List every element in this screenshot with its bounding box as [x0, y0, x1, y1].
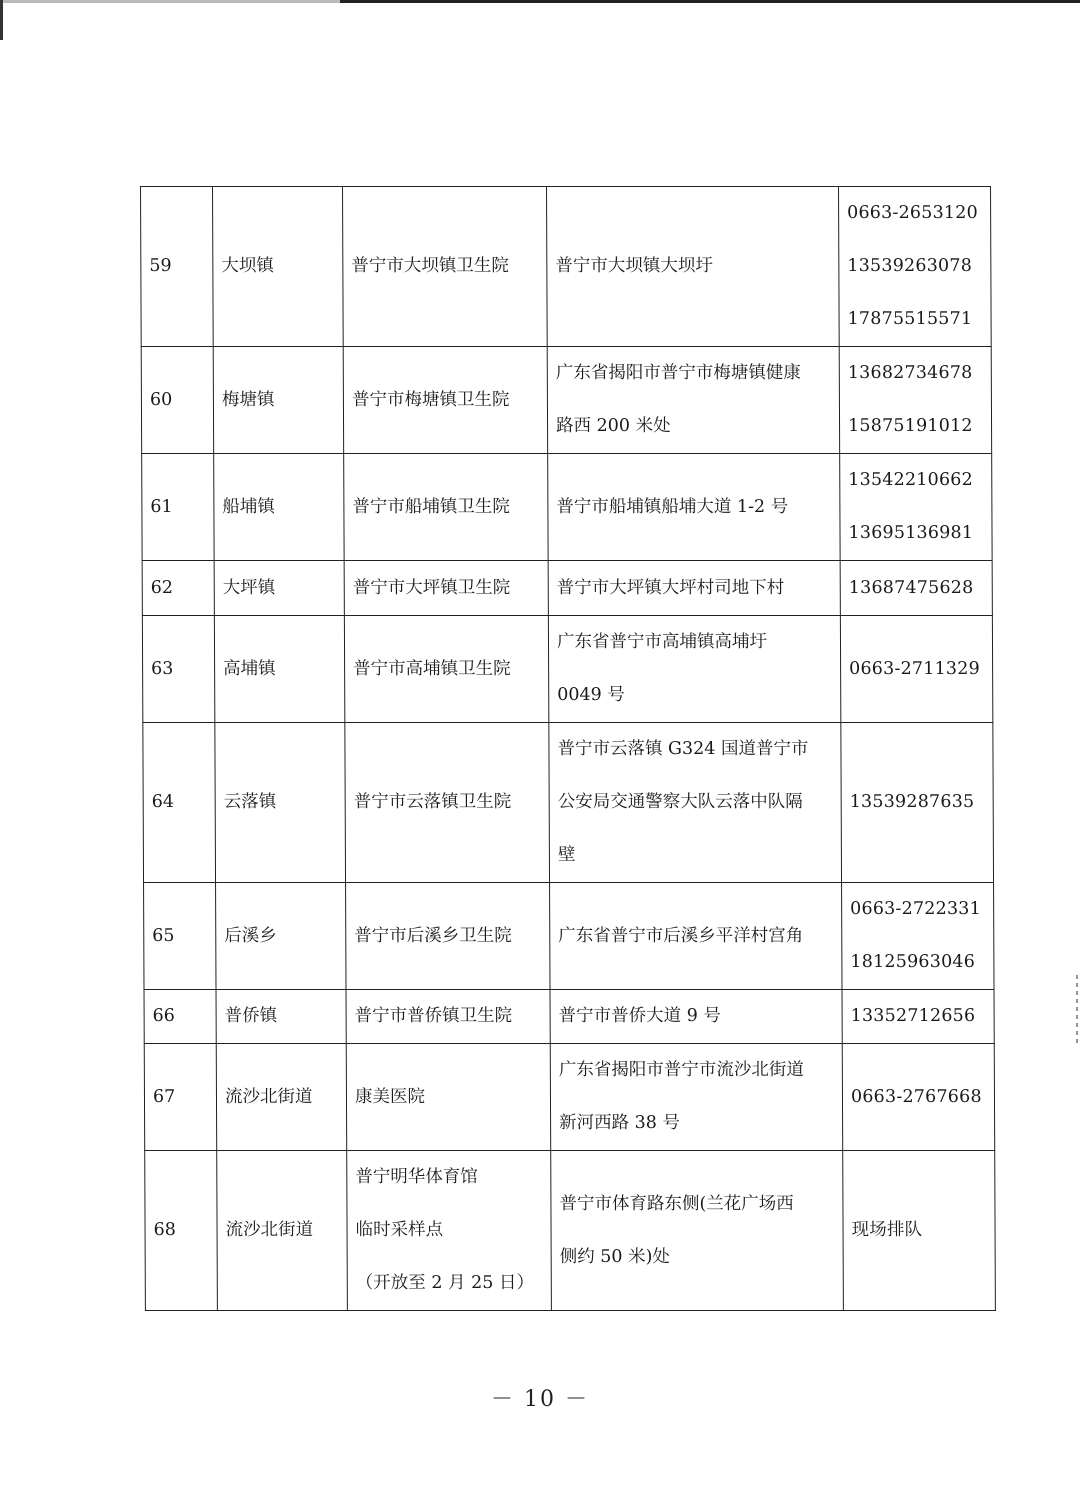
- table-row: [142, 561, 992, 616]
- site-line: 康美医院: [354, 1086, 426, 1107]
- phone-cell: [840, 616, 992, 723]
- address-line: 0049 号: [557, 685, 625, 705]
- phone-cell: [840, 454, 992, 561]
- address-cell: [550, 990, 842, 1044]
- address-cell: [551, 1151, 844, 1311]
- site-cell: [343, 187, 548, 347]
- table-row: [143, 723, 994, 883]
- testing-sites-table: [140, 186, 996, 1311]
- walk-in-queue-note: 现场排队: [851, 1220, 923, 1240]
- scan-edge-right: [1076, 975, 1078, 1045]
- site-line: 普宁市普侨镇卫生院: [354, 1006, 513, 1026]
- site-cell: [344, 454, 548, 561]
- phone-number: 0663-2711329: [849, 658, 980, 679]
- row-number: 61: [142, 454, 214, 561]
- row-number: 63: [142, 616, 214, 723]
- address-cell: [548, 561, 840, 616]
- address-line: 公安局交通警察大队云落中队隔: [557, 792, 803, 812]
- phone-number: 18125963046: [850, 952, 976, 972]
- phone-cell: [843, 1151, 996, 1311]
- phone-cell: [840, 561, 992, 616]
- address-line: 侧约 50 米)处: [559, 1246, 670, 1267]
- phone-number: 0663-2722331: [850, 899, 981, 919]
- address-line: 广东省普宁市高埔镇高埔圩: [556, 632, 768, 652]
- row-number: 66: [144, 990, 216, 1044]
- address-line: 普宁市大坝镇大坝圩: [555, 256, 713, 276]
- phone-cell: [839, 187, 992, 347]
- phone-cell: [842, 883, 994, 990]
- address-cell: [550, 1044, 842, 1151]
- phone-cell: [842, 990, 994, 1044]
- address-line: 普宁市体育路东侧(兰花广场西: [559, 1193, 794, 1214]
- scan-edge-top: [0, 0, 1080, 3]
- site-open-until-note: （开放至 2 月 25 日）: [355, 1273, 534, 1293]
- phone-cell: [839, 347, 991, 454]
- phone-number: 13542210662: [848, 470, 974, 490]
- address-cell: [548, 454, 840, 561]
- town-cell: 大坪镇: [214, 561, 344, 616]
- address-line: 壁: [557, 845, 576, 865]
- site-cell: [344, 616, 548, 723]
- site-line: 普宁市大坝镇卫生院: [351, 256, 509, 276]
- table-row: [142, 454, 992, 561]
- phone-number: 0663-2653120: [847, 203, 978, 223]
- site-line: 临时采样点: [355, 1220, 444, 1240]
- row-number: 64: [143, 723, 216, 883]
- phone-number: 0663-2767668: [850, 1086, 982, 1107]
- town-cell: 大坝镇: [213, 187, 344, 347]
- address-line: 广东省揭阳市普宁市流沙北街道: [558, 1060, 804, 1080]
- address-line: 新河西路 38 号: [559, 1113, 681, 1133]
- site-line: 普宁市云落镇卫生院: [353, 792, 512, 812]
- town-cell: 云落镇: [215, 723, 346, 883]
- town-cell: 高埔镇: [214, 616, 344, 723]
- phone-cell: [841, 723, 994, 883]
- site-cell: [345, 723, 550, 883]
- address-line: 广东省揭阳市普宁市梅塘镇健康: [555, 363, 801, 383]
- address-line: 普宁市云落镇 G324 国道普宁市: [557, 739, 809, 759]
- address-line: 普宁市普侨大道 9 号: [558, 1006, 721, 1026]
- site-line: 普宁市后溪乡卫生院: [354, 925, 512, 946]
- row-number: 68: [145, 1151, 218, 1311]
- phone-number: 13539287635: [849, 792, 975, 812]
- row-number: 65: [144, 883, 216, 990]
- row-number: 60: [141, 347, 213, 454]
- town-cell: 流沙北街道: [216, 1044, 346, 1151]
- address-cell: [547, 347, 839, 454]
- address-line: 广东省普宁市后溪乡平洋村宫角: [558, 925, 804, 946]
- site-line: 普宁市大坪镇卫生院: [352, 577, 511, 598]
- phone-number: 17875515571: [847, 309, 973, 329]
- phone-cell: [842, 1044, 994, 1151]
- site-cell: [346, 990, 550, 1044]
- site-cell: [346, 883, 550, 990]
- town-cell: 梅塘镇: [213, 347, 343, 454]
- address-line: 普宁市大坪镇大坪村司地下村: [556, 577, 785, 598]
- table-row: [144, 990, 994, 1044]
- site-cell: [346, 1044, 550, 1151]
- town-cell: 普侨镇: [216, 990, 346, 1044]
- row-number: 67: [144, 1044, 216, 1151]
- address-cell: [550, 883, 842, 990]
- town-cell: 船埔镇: [214, 454, 344, 561]
- address-cell: [547, 187, 840, 347]
- address-line: 普宁市船埔镇船埔大道 1-2 号: [556, 496, 789, 517]
- scan-edge-left: [0, 0, 3, 40]
- phone-number: 13687475628: [848, 577, 974, 598]
- phone-number: 13695136981: [848, 523, 974, 543]
- table-row: [145, 1151, 996, 1311]
- phone-number: 13682734678: [847, 363, 973, 383]
- site-line: 普宁明华体育馆: [355, 1167, 478, 1187]
- page-number: － 10 －: [491, 1387, 589, 1412]
- table-row: [144, 883, 994, 990]
- address-cell: [549, 723, 842, 883]
- phone-number: 13539263078: [847, 256, 973, 276]
- town-cell: 流沙北街道: [217, 1151, 348, 1311]
- address-cell: [548, 616, 840, 723]
- phone-number: 15875191012: [848, 416, 973, 436]
- site-cell: [347, 1151, 552, 1311]
- site-cell: [344, 561, 548, 616]
- site-line: 普宁市梅塘镇卫生院: [351, 389, 510, 410]
- row-number: 62: [142, 561, 214, 616]
- table-row: [141, 187, 992, 347]
- row-number: 59: [141, 187, 214, 347]
- site-line: 普宁市高埔镇卫生院: [353, 658, 511, 679]
- table-row: [142, 616, 992, 723]
- phone-number: 13352712656: [850, 1006, 976, 1026]
- table-row: [141, 347, 991, 454]
- site-cell: [343, 347, 547, 454]
- table-row: [144, 1044, 994, 1151]
- site-line: 普宁市船埔镇卫生院: [352, 496, 510, 517]
- address-line: 路西 200 米处: [556, 416, 671, 436]
- town-cell: 后溪乡: [216, 883, 346, 990]
